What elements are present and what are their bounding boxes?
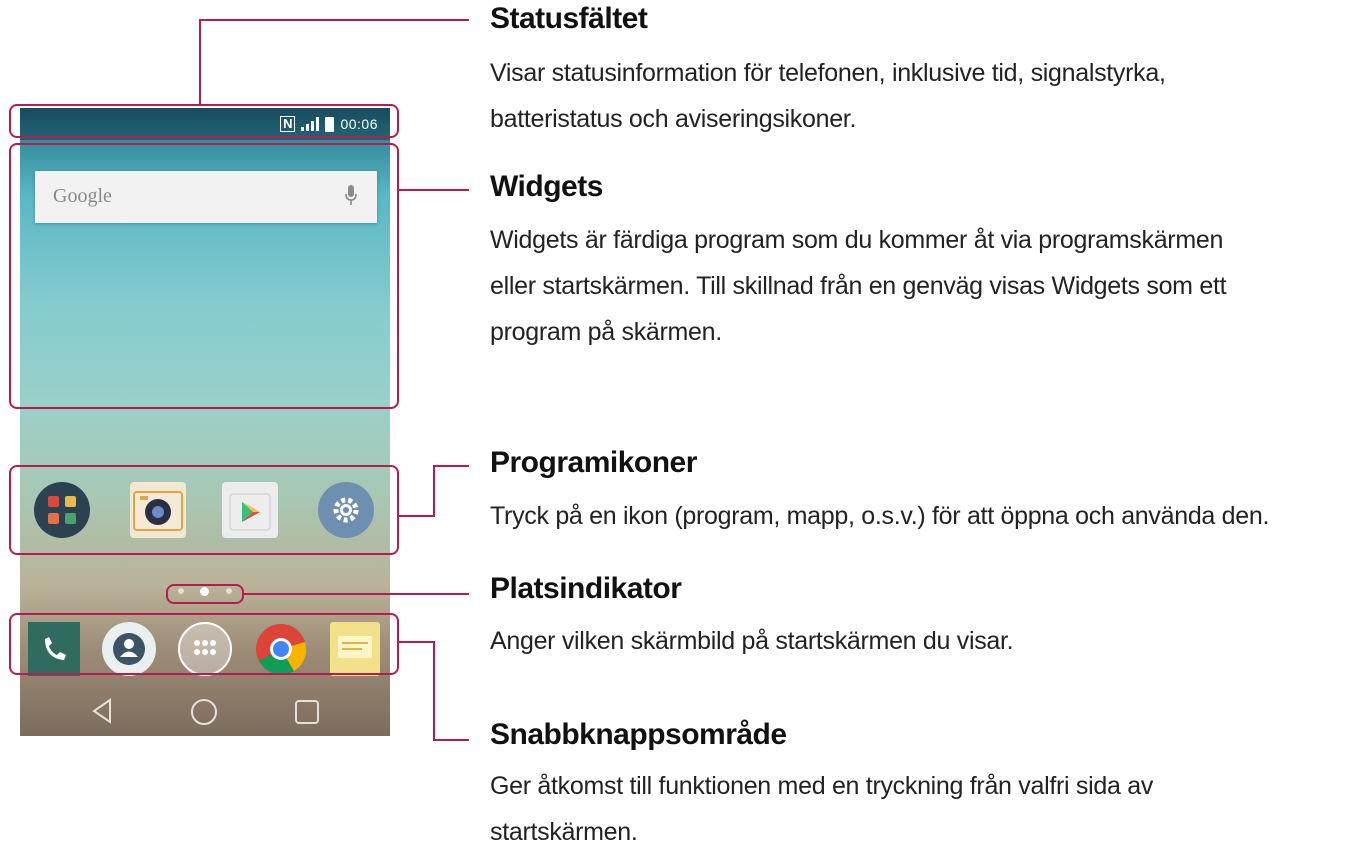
indicator-connector [244,593,469,595]
description-line: program på skärmen. [490,318,722,346]
apps-connector [433,465,469,467]
apps-title: Programikoner [490,446,697,479]
description-line: eller startskärmen. Till skillnad från en genväg visas Widgets som ett [490,272,1227,300]
app-icons-highlight [9,465,399,555]
description-line: Tryck på en ikon (program, mapp, o.s.v.) för att öppna och använda den. [490,502,1270,530]
quickkeys-highlight [9,613,399,675]
statusbar-title: Statusfältet [490,2,648,35]
indicator-description [490,618,1013,664]
recents-icon[interactable] [294,699,320,730]
widgets-highlight [9,143,399,409]
apps-description [490,493,1269,539]
quickkeys-connector [399,641,434,643]
widgets-description [490,217,1226,355]
google-logo: Google [53,185,112,207]
statusbar-description [490,50,1166,142]
description-line: Ger åtkomst till funktionen med en tryckning från valfri sida av [490,772,1154,800]
statusbar-highlight [9,104,399,138]
description-line: Visar statusinformation för telefonen, inklusive tid, signalstyrka, [490,59,1166,87]
quickkeys-connector [433,641,435,741]
nfc-icon: N [280,116,295,132]
widgets-connector [399,189,469,191]
description-line: batteristatus och aviseringsikoner. [490,105,857,133]
navigation-bar [20,686,390,736]
quickkeys-connector [433,739,469,741]
apps-connector [433,465,435,517]
quickkeys-description [490,763,1153,855]
description-line: startskärmen. [490,818,638,846]
apps-connector [399,515,434,517]
home-icon[interactable] [190,698,218,731]
status-clock: 00:06 [340,116,378,132]
back-icon[interactable] [90,698,114,729]
statusbar-connector [199,19,469,21]
statusbar-connector [199,19,201,105]
quickkeys-title: Snabbknappsområde [490,718,787,751]
indicator-highlight [166,584,244,604]
description-line: Anger vilken skärmbild på startskärmen du visar. [490,627,1014,655]
widgets-title: Widgets [490,170,603,203]
indicator-title: Platsindikator [490,572,682,605]
description-line: Widgets är färdiga program som du kommer åt via programskärmen [490,226,1224,254]
